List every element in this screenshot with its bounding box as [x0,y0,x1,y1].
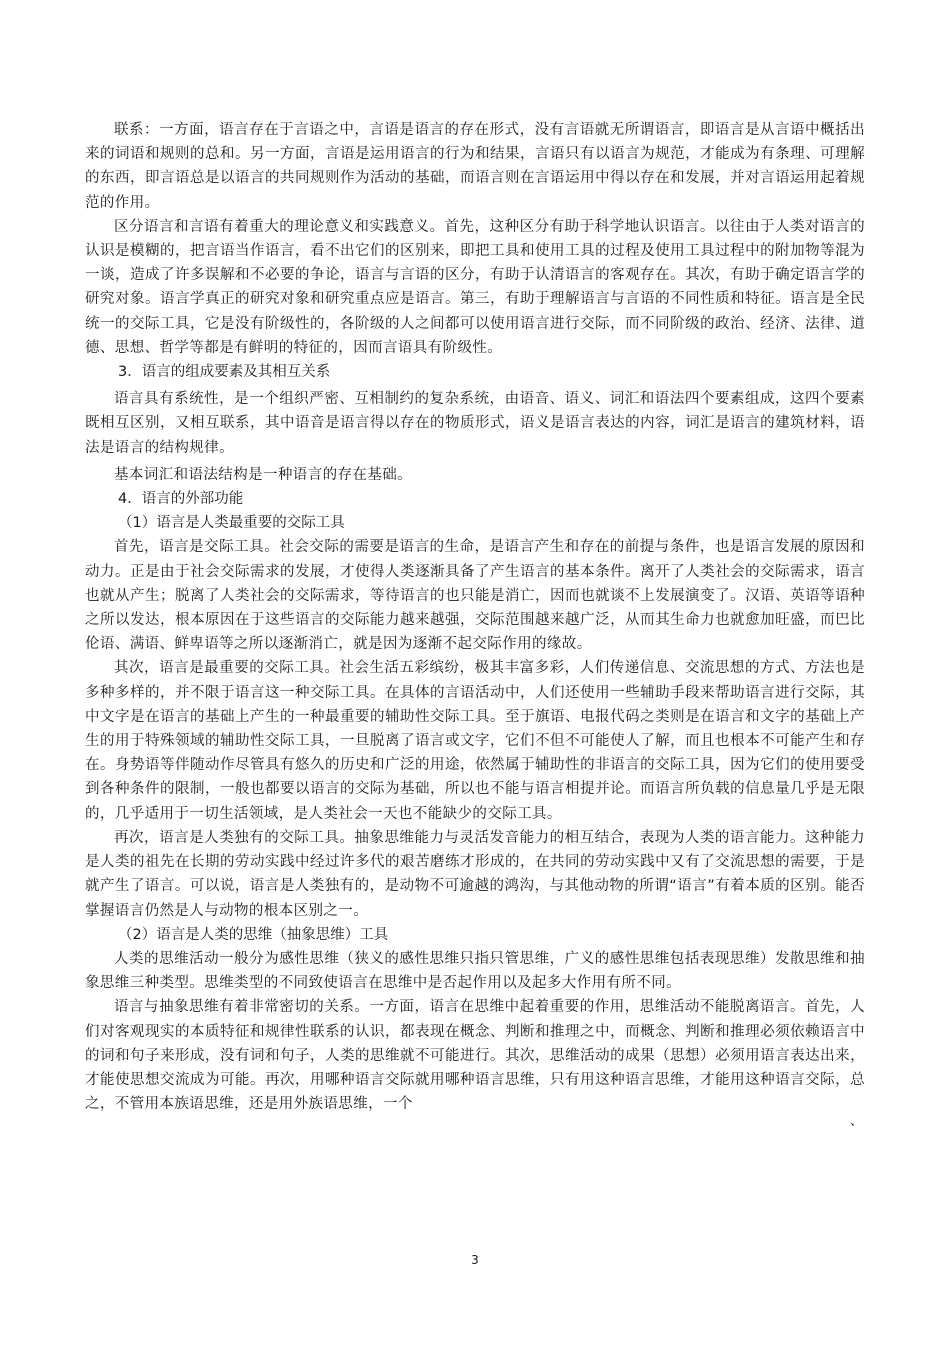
section-heading-4: 4．语言的外部功能 [118,491,244,508]
subsection-heading-2: （2）语言是人类的思维（抽象思维）工具 [118,926,389,943]
section-heading-3: 3．语言的组成要素及其相互关系 [118,364,331,381]
subsection-heading-1: （1）语言是人类最重要的交际工具 [118,515,345,532]
paragraph-thinking-types: 人类的思维活动一般分为感性思维（狭义的感性思维只指只管思维，广义的感性思维包括表现思维）发散思维和抽象思维三种类型。思维类型的不同致使语言在思维中是否起作用以及起多大作用有所不同。 [85,950,865,992]
paragraph-relation: 联系：一方面，语言存在于言语之中，言语是语言的存在形式，没有言语就无所谓语言，即语言是从言语中概括出来的词语和规则的总和。另一方面，言语是运用语言的行为和结果，言语只有以语言为规范，才能成为有条理、可理解的东西，即言语总是以语言的共同规则作为活动的基础，而语言则在言语运用中得以存在和发展，并对言语运用起着规范的作用。 [85,122,865,211]
stray-punctuation: 、 [850,1114,864,1129]
paragraph-second: 其次，语言是最重要的交际工具。社会生活五彩缤纷，极其丰富多彩，人们传递信息、交流思想的方式、方法也是多种多样的，并不限于语言这一种交际工具。在具体的言语活动中，人们还使用一些辅助手段来帮助语言进行交际，其中文字是在语言的基础上产生的一种最重要的辅助性交际工具。至于旗语、电报代码之类则是在语言和文字的基础上产生的用于特殊领域的辅助性交际工具，一旦脱离了语言或文字，它们不但不可能使人了解，而且也根本不可能产生和存在。身势语等伴随动作尽管具有悠久的历史和广泛的用途，依然属于辅助性的非语言的交际工具，因为它们的使用要受到各种条件的限制，一般也都要以语言的交际为基础，所以也不能与语言相提并论。而语言所负载的信息量几乎是无限的，几乎适用于一切生活领域，是人类社会一天也不能缺少的交际工具。 [85,660,865,822]
page-body [85,118,865,1116]
paragraph-basis: 基本词汇和语法结构是一种语言的存在基础。 [114,466,412,483]
paragraph-system: 语言具有系统性，是一个组织严密、互相制约的复杂系统，由语音、语义、词汇和语法四个要素组成，这四个要素既相互区别，又相互联系，其中语音是语言得以存在的物质形式，语义是语言表达的内容，词汇是语言的建筑材料，语法是语言的结构规律。 [85,391,865,456]
paragraph-third: 再次，语言是人类独有的交际工具。抽象思维能力与灵活发音能力的相互结合，表现为人类的语言能力。这种能力是人类的祖先在长期的劳动实践中经过许多代的艰苦磨练才形成的，在共同的劳动实践中又有了交流思想的需要，于是就产生了语言。可以说，语言是人类独有的，是动物不可逾越的鸿沟，与其他动物的所谓“语言”有着本质的区别。能否掌握语言仍然是人与动物的根本区别之一。 [85,829,865,919]
page-number: 3 [471,1253,479,1267]
paragraph-abstract-thinking: 语言与抽象思维有着非常密切的关系。一方面，语言在思维中起着重要的作用，思维活动不能脱离语言。首先，人们对客观现实的本质特征和规律性联系的认识，都表现在概念、判断和推理之中，而概念、判断和推理必须依赖语言中的词和句子来形成，没有词和句子，人类的思维就不可能进行。其次，思维活动的成果（思想）必须用语言表达出来，才能使思想交流成为可能。再次，用哪种语言交际就用哪种语言思维，只有用这种语言思维，才能用这种语言交际，总之，不管用本族语思维，还是用外族语思维，一个 [85,999,865,1113]
paragraph-first: 首先，语言是交际工具。社会交际的需要是语言的生命，是语言产生和存在的前提与条件，也是语言发展的原因和动力。正是由于社会交际需求的发展，才使得人类逐渐具备了产生语言的基本条件。离开了人类社会的交际需求，语言也就从产生；脱离了人类社会的交际需求，等待语言的也只能是消亡，因而也就谈不上发展演变了。汉语、英语等语种之所以发达，根本原因在于这些语言的交际能力越来越强，交际范围越来越广泛，从而其生命力也就愈加旺盛，而巴比伦语、满语、鲜卑语等之所以逐渐消亡，就是因为逐渐不起交际作用的缘故。 [85,539,865,653]
paragraph-significance: 区分语言和言语有着重大的理论意义和实践意义。首先，这种区分有助于科学地认识语言。以往由于人类对语言的认识是模糊的，把言语当作语言，看不出它们的区别来，即把工具和使用工具的过程及使用工具过程中的附加物等混为一谈，造成了许多误解和不必要的争论，语言与言语的区分，有助于认清语言的客观存在。其次，有助于确定语言学的研究对象。语言学真正的研究对象和研究重点应是语言。第三，有助于理解语言与言语的不同性质和特征。语言是全民统一的交际工具，它是没有阶级性的，各阶级的人之间都可以使用语言进行交际，而不同阶级的政治、经济、法律、道德、思想、哲学等都是有鲜明的特征的，因而言语具有阶级性。 [85,218,865,356]
